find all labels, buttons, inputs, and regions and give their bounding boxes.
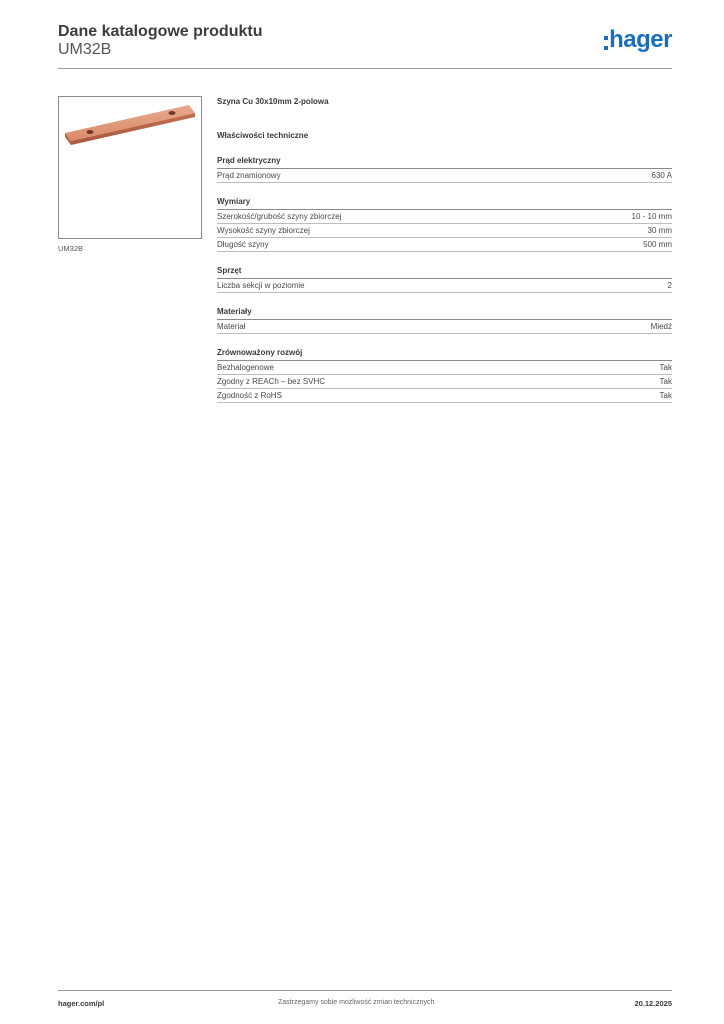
group-title: Sprzęt bbox=[217, 265, 672, 279]
footer-disclaimer: Zastrzegamy sobie możliwość zmian technicznych bbox=[278, 999, 435, 1006]
spec-value: 630 A bbox=[651, 171, 672, 180]
group-title: Wymiary bbox=[217, 196, 672, 210]
spec-row bbox=[217, 210, 672, 224]
copper-busbar-image bbox=[59, 97, 201, 238]
group-hardware bbox=[217, 265, 672, 293]
product-details bbox=[217, 96, 672, 403]
group-title: Prąd elektryczny bbox=[217, 155, 672, 169]
spec-value: 2 bbox=[667, 281, 672, 290]
spec-row bbox=[217, 238, 672, 252]
product-code: UM32B bbox=[58, 41, 112, 58]
page-footer bbox=[58, 990, 672, 1012]
spec-row bbox=[217, 375, 672, 389]
spec-row bbox=[217, 169, 672, 183]
group-title: Materiały bbox=[217, 306, 672, 320]
spec-label: Prąd znamionowy bbox=[217, 171, 281, 180]
spec-label: Bezhalogenowe bbox=[217, 363, 274, 372]
page-header bbox=[58, 22, 672, 69]
document-title: Dane katalogowe produktu bbox=[58, 23, 263, 40]
spec-row bbox=[217, 389, 672, 403]
spec-label: Zgodność z RoHS bbox=[217, 391, 282, 400]
product-image bbox=[58, 96, 202, 239]
spec-value: Tak bbox=[659, 363, 672, 372]
product-name: Szyna Cu 30x10mm 2-polowa bbox=[217, 97, 329, 106]
spec-value: 30 mm bbox=[647, 226, 672, 235]
group-electric-current bbox=[217, 155, 672, 183]
hager-logo bbox=[604, 27, 672, 53]
spec-label: Wysokość szyny zbiorczej bbox=[217, 226, 310, 235]
spec-label: Materiał bbox=[217, 322, 246, 331]
spec-value: Miedź bbox=[650, 322, 672, 331]
group-sustainability bbox=[217, 347, 672, 403]
group-title: Zrównoważony rozwój bbox=[217, 347, 672, 361]
logo-text: hager bbox=[609, 26, 672, 53]
spec-label: Zgodny z REACh – bez SVHC bbox=[217, 377, 326, 386]
spec-row bbox=[217, 361, 672, 375]
group-dimensions bbox=[217, 196, 672, 252]
spec-label: Długość szyny bbox=[217, 240, 269, 249]
footer-website-link[interactable]: hager.com/pl bbox=[58, 999, 105, 1008]
spec-value: Tak bbox=[659, 391, 672, 400]
spec-row bbox=[217, 224, 672, 238]
logo-mark-icon bbox=[604, 36, 608, 50]
spec-row bbox=[217, 320, 672, 334]
footer-date: 20.12.2025 bbox=[634, 999, 672, 1008]
section-title: Właściwości techniczne bbox=[217, 131, 309, 140]
spec-label: Szerokość/grubość szyny zbiorczej bbox=[217, 212, 342, 221]
group-materials bbox=[217, 306, 672, 334]
spec-value: Tak bbox=[659, 377, 672, 386]
spec-value: 500 mm bbox=[643, 240, 672, 249]
spec-value: 10 - 10 mm bbox=[631, 212, 672, 221]
spec-row bbox=[217, 279, 672, 293]
image-caption: UM32B bbox=[58, 244, 84, 253]
spec-label: Liczba sekcji w poziomie bbox=[217, 281, 305, 290]
